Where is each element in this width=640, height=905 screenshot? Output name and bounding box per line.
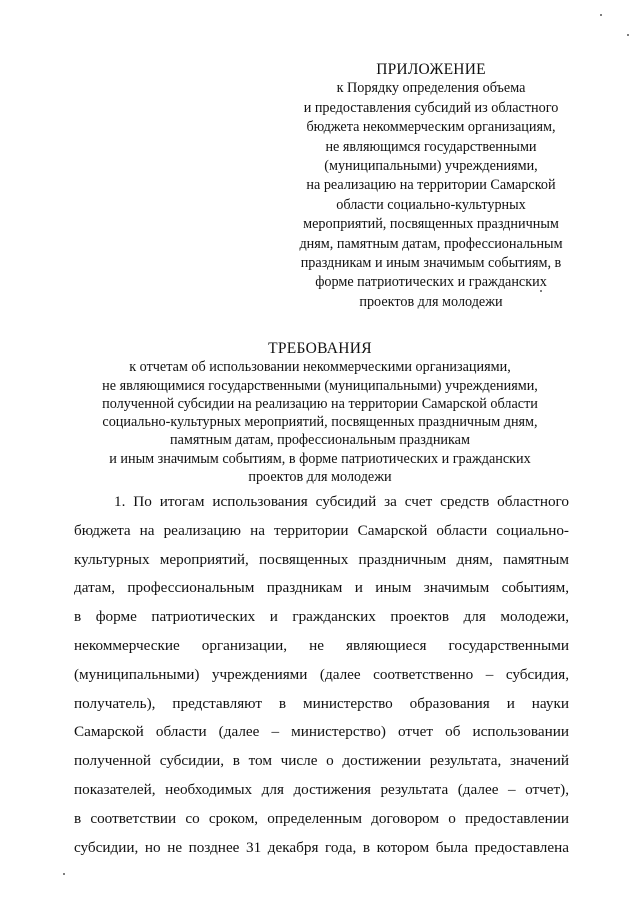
requirements-line: проектов для молодежи [248,469,392,486]
requirements-line: и иным значимым событиям, в форме патриотических и гражданских [109,450,531,467]
appendix-line: к Порядку определения объема [336,80,526,97]
body-line: некоммерческие организации, не являющиеся государственными [74,636,569,654]
appendix-line: форме патриотических и гражданских [315,274,547,291]
requirements-line: к отчетам об использовании некоммерческими организациями, [129,359,511,376]
appendix-line: проектов для молодежи [359,293,503,310]
body-line: в соответствии со сроком, определенным договором о предоставлении [74,809,569,827]
appendix-line: дням, памятным датам, профессиональным [299,235,563,252]
body-line: в форме патриотических и гражданских проектов для молодежи, [74,608,569,626]
appendix-line: бюджета некоммерческим организациям, [306,119,556,136]
body-line: культурных мероприятий, посвященных праздничным дням, памятным [74,550,569,568]
requirements-line: социально-культурных мероприятий, посвященных праздничным дням, [102,414,538,431]
appendix-line: области социально-культурных [336,196,526,213]
body-line: полученной субсидии, в том числе о достижении результата, значений [74,752,569,770]
appendix-line: и предоставления субсидий из областного [303,99,559,116]
appendix-title: ПРИЛОЖЕНИЕ [376,61,486,78]
body-line: субсидии, но не позднее 31 декабря года, в котором была предоставлена [74,838,569,856]
appendix-line: на реализацию на территории Самарской [306,177,556,194]
requirements-line: не являющимися государственными (муниципальными) учреждениями, [102,377,538,394]
appendix-line: праздникам и иным значимым событиям, в [300,255,562,272]
appendix-line: мероприятий, посвященных праздничным [303,216,559,233]
appendix-header [286,60,576,312]
scan-speck [627,34,629,36]
appendix-line: (муниципальными) учреждениями, [324,158,538,175]
body-line: показателей, необходимых для достижения результата (далее – отчет), [74,780,569,798]
body-line: бюджета на реализацию на территории Самарской области социально- [74,521,569,539]
scan-speck [600,14,602,16]
body-line: (муниципальными) учреждениями (далее соответственно – субсидия, [74,665,569,683]
paragraph-1 [74,488,569,862]
requirements-line: памятным датам, профессиональным праздникам [170,432,470,449]
appendix-line: не являющимся государственными [325,138,537,155]
requirements-title: ТРЕБОВАНИЯ [268,340,372,357]
body-line: датам, профессиональным праздникам и иным значимым событиям, [74,579,569,597]
body-line: 1. По итогам использования субсидий за счет средств областного [114,493,569,510]
requirements-line: полученной субсидии на реализацию на территории Самарской области [102,395,538,412]
requirements-heading [60,340,580,486]
scan-speck [63,873,65,875]
body-line: Самарской области (далее – министерство) отчет об использовании [74,723,569,741]
body-line: получатель), представляют в министерство образования и науки [74,694,569,712]
